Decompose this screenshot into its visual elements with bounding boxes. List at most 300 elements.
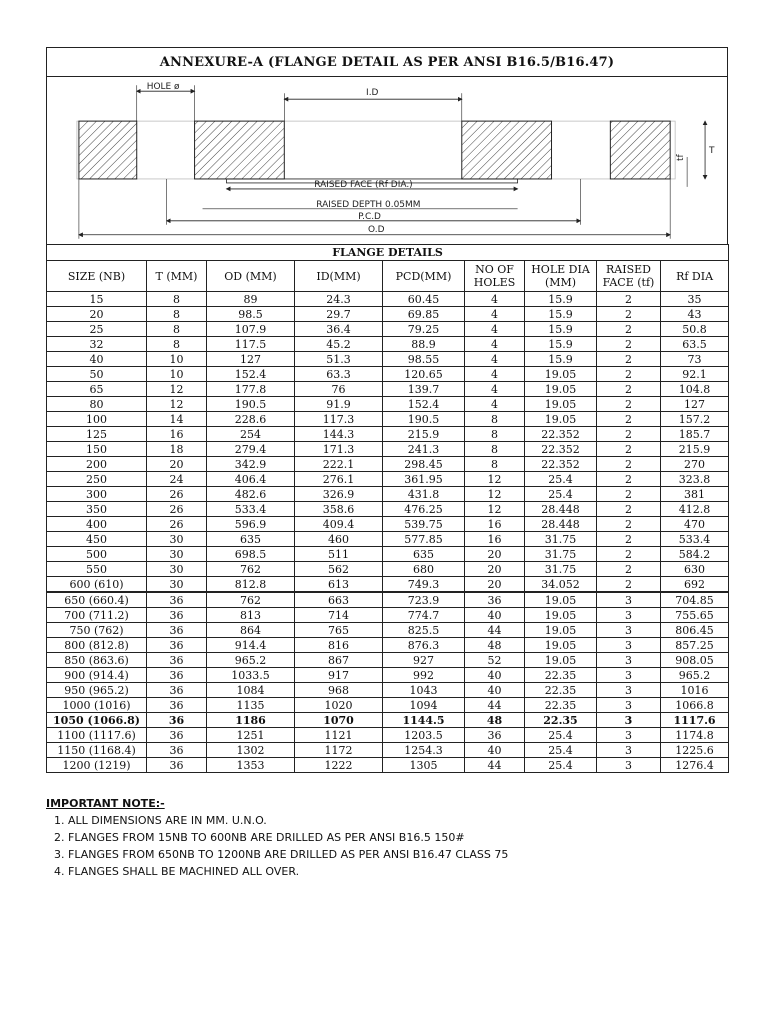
table-cell: 15.9 (525, 337, 597, 352)
table-cell: 15.9 (525, 307, 597, 322)
table-cell: 3 (597, 608, 661, 623)
table-cell: 3 (597, 683, 661, 698)
table-cell: 1000 (1016) (47, 698, 147, 713)
table-cell: 406.4 (207, 472, 295, 487)
table-cell: 600 (610) (47, 577, 147, 593)
table-cell: 482.6 (207, 487, 295, 502)
table-cell: 152.4 (207, 367, 295, 382)
column-header: PCD(MM) (383, 261, 465, 292)
table-cell: 3 (597, 668, 661, 683)
table-cell: 36 (147, 608, 207, 623)
table-row (47, 608, 729, 623)
table-cell: 44 (465, 698, 525, 713)
table-cell: 15.9 (525, 352, 597, 367)
table-cell: 19.05 (525, 367, 597, 382)
table-cell: 680 (383, 562, 465, 577)
table-cell: 20 (147, 457, 207, 472)
table-cell: 992 (383, 668, 465, 683)
table-cell: 470 (661, 517, 729, 532)
table-cell: 22.35 (525, 683, 597, 698)
table-cell: 69.85 (383, 307, 465, 322)
table-cell: 4 (465, 292, 525, 307)
table-cell: 107.9 (207, 322, 295, 337)
table-cell: 104.8 (661, 382, 729, 397)
table-cell: 3 (597, 758, 661, 773)
table-cell: 298.45 (383, 457, 465, 472)
table-cell: 326.9 (295, 487, 383, 502)
table-cell: 29.7 (295, 307, 383, 322)
table-row (47, 758, 729, 773)
raised-face-label: RAISED FACE (Rf DIA.) (314, 179, 413, 190)
table-cell: 1144.5 (383, 713, 465, 728)
table-cell: 98.55 (383, 352, 465, 367)
table-cell: 3 (597, 638, 661, 653)
table-cell: 12 (147, 397, 207, 412)
table-cell: 762 (207, 562, 295, 577)
table-cell: 1016 (661, 683, 729, 698)
table-caption: FLANGE DETAILS (47, 245, 729, 261)
table-cell: 813 (207, 608, 295, 623)
table-row (47, 442, 729, 457)
table-cell: 2 (597, 472, 661, 487)
table-cell: 816 (295, 638, 383, 653)
table-cell: 152.4 (383, 397, 465, 412)
table-cell: 8 (147, 337, 207, 352)
table-cell: 26 (147, 517, 207, 532)
table-cell: 30 (147, 547, 207, 562)
table-row (47, 683, 729, 698)
table-cell: 24.3 (295, 292, 383, 307)
table-cell: 8 (147, 307, 207, 322)
table-cell: 25.4 (525, 487, 597, 502)
table-cell: 19.05 (525, 623, 597, 638)
table-cell: 1353 (207, 758, 295, 773)
table-cell: 190.5 (383, 412, 465, 427)
table-cell: 342.9 (207, 457, 295, 472)
table-cell: 19.05 (525, 608, 597, 623)
table-cell: 533.4 (207, 502, 295, 517)
table-cell: 24 (147, 472, 207, 487)
table-cell: 692 (661, 577, 729, 593)
table-cell: 19.05 (525, 653, 597, 668)
table-cell: 755.65 (661, 608, 729, 623)
table-cell: 22.352 (525, 427, 597, 442)
table-cell: 28.448 (525, 502, 597, 517)
table-cell: 723.9 (383, 592, 465, 608)
table-cell: 36 (465, 592, 525, 608)
table-cell: 3 (597, 743, 661, 758)
table-cell: 323.8 (661, 472, 729, 487)
table-cell: 630 (661, 562, 729, 577)
table-cell: 36 (147, 713, 207, 728)
table-cell: 22.352 (525, 442, 597, 457)
table-cell: 44 (465, 758, 525, 773)
column-header: OD (MM) (207, 261, 295, 292)
table-cell: 88.9 (383, 337, 465, 352)
table-cell: 25.4 (525, 743, 597, 758)
table-cell: 222.1 (295, 457, 383, 472)
table-cell: 200 (47, 457, 147, 472)
table-cell: 1050 (1066.8) (47, 713, 147, 728)
pcd-label: P.C.D (358, 211, 381, 222)
table-cell: 144.3 (295, 427, 383, 442)
table-cell: 1222 (295, 758, 383, 773)
table-row (47, 337, 729, 352)
table-cell: 36 (147, 698, 207, 713)
table-cell: 1070 (295, 713, 383, 728)
table-cell: 2 (597, 457, 661, 472)
table-cell: 381 (661, 487, 729, 502)
table-cell: 750 (762) (47, 623, 147, 638)
table-cell: 431.8 (383, 487, 465, 502)
table-cell: 4 (465, 322, 525, 337)
table-cell: 1043 (383, 683, 465, 698)
table-cell: 48 (465, 713, 525, 728)
table-cell: 358.6 (295, 502, 383, 517)
table-cell: 35 (661, 292, 729, 307)
table-cell: 45.2 (295, 337, 383, 352)
table-cell: 12 (465, 502, 525, 517)
table-cell: 2 (597, 382, 661, 397)
table-cell: 100 (47, 412, 147, 427)
table-cell: 36 (147, 668, 207, 683)
table-cell: 125 (47, 427, 147, 442)
table-cell: 276.1 (295, 472, 383, 487)
table-row (47, 352, 729, 367)
table-cell: 215.9 (661, 442, 729, 457)
table-cell: 31.75 (525, 562, 597, 577)
table-cell: 36.4 (295, 322, 383, 337)
flange-details-table (46, 244, 729, 773)
table-row (47, 487, 729, 502)
note-item: 4. FLANGES SHALL BE MACHINED ALL OVER. (68, 865, 728, 878)
table-cell: 806.45 (661, 623, 729, 638)
flange-section-drawing (46, 77, 728, 244)
table-cell: 876.3 (383, 638, 465, 653)
table-cell: 1121 (295, 728, 383, 743)
table-cell: 2 (597, 367, 661, 382)
table-cell: 1066.8 (661, 698, 729, 713)
table-cell: 4 (465, 382, 525, 397)
table-cell: 4 (465, 307, 525, 322)
table-row (47, 577, 729, 593)
column-header: SIZE (NB) (47, 261, 147, 292)
table-cell: 539.75 (383, 517, 465, 532)
table-cell: 25.4 (525, 728, 597, 743)
table-cell: 76 (295, 382, 383, 397)
table-cell: 774.7 (383, 608, 465, 623)
table-cell: 562 (295, 562, 383, 577)
table-cell: 228.6 (207, 412, 295, 427)
table-cell: 2 (597, 487, 661, 502)
table-cell: 157.2 (661, 412, 729, 427)
column-header: Rf DIA (661, 261, 729, 292)
table-cell: 14 (147, 412, 207, 427)
table-cell: 714 (295, 608, 383, 623)
table-cell: 36 (147, 758, 207, 773)
table-cell: 2 (597, 442, 661, 457)
table-row (47, 698, 729, 713)
table-cell: 91.9 (295, 397, 383, 412)
table-cell: 270 (661, 457, 729, 472)
table-cell: 63.5 (661, 337, 729, 352)
table-cell: 3 (597, 713, 661, 728)
table-cell: 3 (597, 728, 661, 743)
table-cell: 361.95 (383, 472, 465, 487)
table-cell: 241.3 (383, 442, 465, 457)
table-cell: 2 (597, 292, 661, 307)
table-cell: 15 (47, 292, 147, 307)
table-cell: 1305 (383, 758, 465, 773)
table-cell: 4 (465, 337, 525, 352)
table-row (47, 517, 729, 532)
table-row (47, 532, 729, 547)
table-cell: 20 (465, 577, 525, 593)
table-cell: 1254.3 (383, 743, 465, 758)
table-cell: 36 (147, 683, 207, 698)
table-cell: 2 (597, 502, 661, 517)
notes-heading: IMPORTANT NOTE:- (46, 797, 165, 810)
document-title: ANNEXURE-A (FLANGE DETAIL AS PER ANSI B16.5/B16.47) (46, 47, 728, 77)
table-cell: 2 (597, 532, 661, 547)
table-cell: 1084 (207, 683, 295, 698)
table-cell: 704.85 (661, 592, 729, 608)
table-cell: 19.05 (525, 638, 597, 653)
column-header: NO OF HOLES (465, 261, 525, 292)
table-cell: 279.4 (207, 442, 295, 457)
table-cell: 476.25 (383, 502, 465, 517)
table-cell: 3 (597, 698, 661, 713)
table-cell: 596.9 (207, 517, 295, 532)
table-cell: 698.5 (207, 547, 295, 562)
column-header: RAISED FACE (tf) (597, 261, 661, 292)
table-cell: 8 (147, 322, 207, 337)
table-cell: 1302 (207, 743, 295, 758)
table-cell: 19.05 (525, 397, 597, 412)
table-cell: 40 (47, 352, 147, 367)
table-cell: 3 (597, 653, 661, 668)
hole-dia-label: HOLE ø (146, 82, 180, 93)
table-cell: 800 (812.8) (47, 638, 147, 653)
table-cell: 1186 (207, 713, 295, 728)
table-cell: 40 (465, 668, 525, 683)
table-cell: 98.5 (207, 307, 295, 322)
table-row (47, 592, 729, 608)
table-cell: 2 (597, 517, 661, 532)
table-cell: 150 (47, 442, 147, 457)
table-cell: 254 (207, 427, 295, 442)
table-cell: 36 (147, 592, 207, 608)
table-row (47, 502, 729, 517)
table-cell: 40 (465, 683, 525, 698)
table-cell: 30 (147, 562, 207, 577)
thickness-label: T (709, 146, 715, 157)
table-cell: 25.4 (525, 472, 597, 487)
table-cell: 1135 (207, 698, 295, 713)
important-notes (46, 797, 728, 882)
table-cell: 34.052 (525, 577, 597, 593)
table-cell: 812.8 (207, 577, 295, 593)
table-row (47, 623, 729, 638)
table-cell: 250 (47, 472, 147, 487)
table-cell: 22.35 (525, 698, 597, 713)
table-cell: 927 (383, 653, 465, 668)
table-row (47, 382, 729, 397)
table-cell: 1225.6 (661, 743, 729, 758)
table-cell: 917 (295, 668, 383, 683)
table-cell: 1100 (1117.6) (47, 728, 147, 743)
table-row (47, 668, 729, 683)
table-cell: 3 (597, 592, 661, 608)
column-header: T (MM) (147, 261, 207, 292)
table-cell: 1200 (1219) (47, 758, 147, 773)
table-cell: 16 (465, 532, 525, 547)
table-cell: 44 (465, 623, 525, 638)
table-row (47, 713, 729, 728)
table-cell: 550 (47, 562, 147, 577)
table-cell: 40 (465, 743, 525, 758)
table-row (47, 457, 729, 472)
table-row (47, 322, 729, 337)
table-cell: 8 (465, 442, 525, 457)
note-item: 2. FLANGES FROM 15NB TO 600NB ARE DRILLED AS PER ANSI B16.5 150# (68, 831, 728, 844)
table-cell: 20 (47, 307, 147, 322)
table-row (47, 547, 729, 562)
table-cell: 48 (465, 638, 525, 653)
table-cell: 19.05 (525, 382, 597, 397)
table-cell: 51.3 (295, 352, 383, 367)
table-cell: 36 (147, 638, 207, 653)
table-cell: 60.45 (383, 292, 465, 307)
table-cell: 117.5 (207, 337, 295, 352)
table-cell: 460 (295, 532, 383, 547)
table-cell: 22.35 (525, 713, 597, 728)
table-cell: 16 (147, 427, 207, 442)
table-cell: 127 (661, 397, 729, 412)
table-cell: 500 (47, 547, 147, 562)
table-cell: 32 (47, 337, 147, 352)
table-cell: 40 (465, 608, 525, 623)
table-cell: 1276.4 (661, 758, 729, 773)
table-cell: 65 (47, 382, 147, 397)
table-cell: 749.3 (383, 577, 465, 593)
table-cell: 8 (147, 292, 207, 307)
column-header: ID(MM) (295, 261, 383, 292)
table-cell: 2 (597, 397, 661, 412)
table-cell: 409.4 (295, 517, 383, 532)
table-cell: 2 (597, 322, 661, 337)
table-cell: 31.75 (525, 547, 597, 562)
table-cell: 3 (597, 623, 661, 638)
table-cell: 139.7 (383, 382, 465, 397)
table-cell: 2 (597, 577, 661, 593)
note-item: 3. FLANGES FROM 650NB TO 1200NB ARE DRILLED AS PER ANSI B16.47 CLASS 75 (68, 848, 728, 861)
table-cell: 900 (914.4) (47, 668, 147, 683)
table-cell: 8 (465, 427, 525, 442)
table-cell: 663 (295, 592, 383, 608)
id-label: I.D (366, 88, 379, 99)
table-cell: 533.4 (661, 532, 729, 547)
table-cell: 950 (965.2) (47, 683, 147, 698)
table-cell: 30 (147, 532, 207, 547)
table-cell: 15.9 (525, 292, 597, 307)
table-cell: 2 (597, 427, 661, 442)
table-cell: 20 (465, 562, 525, 577)
table-cell: 2 (597, 412, 661, 427)
table-cell: 635 (207, 532, 295, 547)
table-cell: 700 (711.2) (47, 608, 147, 623)
table-cell: 825.5 (383, 623, 465, 638)
table-cell: 25 (47, 322, 147, 337)
table-cell: 8 (465, 412, 525, 427)
raised-depth-label: RAISED DEPTH 0.05MM (316, 199, 421, 210)
table-cell: 120.65 (383, 367, 465, 382)
table-cell: 10 (147, 367, 207, 382)
column-header: HOLE DIA (MM) (525, 261, 597, 292)
table-cell: 1020 (295, 698, 383, 713)
table-cell: 19.05 (525, 412, 597, 427)
table-cell: 18 (147, 442, 207, 457)
table-cell: 613 (295, 577, 383, 593)
table-cell: 28.448 (525, 517, 597, 532)
table-cell: 52 (465, 653, 525, 668)
table-cell: 584.2 (661, 547, 729, 562)
table-cell: 400 (47, 517, 147, 532)
table-cell: 36 (147, 743, 207, 758)
table-cell: 127 (207, 352, 295, 367)
table-cell: 1174.8 (661, 728, 729, 743)
table-cell: 117.3 (295, 412, 383, 427)
table-cell: 43 (661, 307, 729, 322)
table-cell: 450 (47, 532, 147, 547)
table-cell: 31.75 (525, 532, 597, 547)
table-row (47, 562, 729, 577)
table-cell: 2 (597, 352, 661, 367)
table-cell: 177.8 (207, 382, 295, 397)
table-cell: 19.05 (525, 592, 597, 608)
table-cell: 1172 (295, 743, 383, 758)
table-cell: 857.25 (661, 638, 729, 653)
table-cell: 89 (207, 292, 295, 307)
table-row (47, 653, 729, 668)
table-cell: 16 (465, 517, 525, 532)
note-item: 1. ALL DIMENSIONS ARE IN MM. U.N.O. (68, 814, 728, 827)
table-cell: 4 (465, 352, 525, 367)
table-cell: 2 (597, 547, 661, 562)
table-row (47, 638, 729, 653)
table-cell: 36 (147, 653, 207, 668)
table-cell: 300 (47, 487, 147, 502)
table-cell: 30 (147, 577, 207, 593)
table-row (47, 307, 729, 322)
table-cell: 1117.6 (661, 713, 729, 728)
table-row (47, 427, 729, 442)
table-cell: 4 (465, 367, 525, 382)
table-cell: 650 (660.4) (47, 592, 147, 608)
table-cell: 2 (597, 307, 661, 322)
table-cell: 1251 (207, 728, 295, 743)
table-row (47, 728, 729, 743)
notes-list (46, 814, 728, 878)
table-cell: 12 (147, 382, 207, 397)
table-cell: 577.85 (383, 532, 465, 547)
table-cell: 1150 (1168.4) (47, 743, 147, 758)
table-row (47, 367, 729, 382)
table-cell: 22.35 (525, 668, 597, 683)
table-cell: 63.3 (295, 367, 383, 382)
table-cell: 1033.5 (207, 668, 295, 683)
table-cell: 190.5 (207, 397, 295, 412)
